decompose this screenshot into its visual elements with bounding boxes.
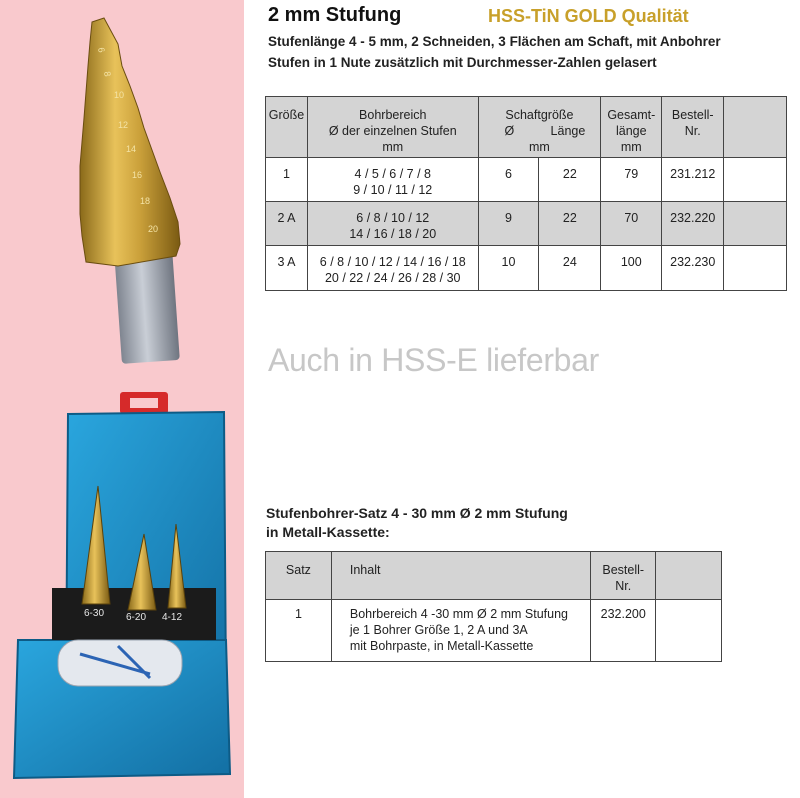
- description-line-1: Stufenlänge 4 - 5 mm, 2 Schneiden, 3 Flächen am Schaft, mit Anbohrer: [268, 34, 721, 49]
- cell-empty: [724, 202, 787, 246]
- set-title-line-1: Stufenbohrer-Satz 4 - 30 mm Ø 2 mm Stufung: [266, 505, 568, 521]
- case-label: 6-20: [126, 612, 147, 623]
- cell-length: 24: [539, 246, 601, 291]
- drill-marking: 20: [148, 224, 159, 234]
- drill-marking: 8: [102, 70, 113, 78]
- header-bohrbereich-line: Ø der einzelnen Stufen: [328, 124, 457, 138]
- cell-range-line: 6 / 8 / 10 / 12 / 14 / 16 / 18: [319, 255, 466, 269]
- cell-inhalt-line: Bohrbereich 4 -30 mm Ø 2 mm Stufung: [349, 607, 569, 621]
- cell-range: [307, 158, 478, 202]
- table-row: [266, 246, 787, 291]
- cell-range: [307, 202, 478, 246]
- cell-inhalt: [331, 600, 590, 662]
- step-drill-image: [0, 0, 244, 380]
- drill-marking: 10: [114, 90, 125, 100]
- cell-satz: 1: [266, 600, 332, 662]
- cell-groesse: 3 A: [266, 246, 308, 291]
- cell-empty: [724, 158, 787, 202]
- cell-range-line: 14 / 16 / 18 / 20: [349, 227, 437, 241]
- table-row: [266, 202, 787, 246]
- table-row: [266, 600, 722, 662]
- header-gesamt-line: länge: [616, 124, 647, 138]
- cell-range-line: 6 / 8 / 10 / 12: [356, 211, 430, 225]
- cell-gesamt: 70: [601, 202, 662, 246]
- drill-marking: 6: [96, 46, 107, 54]
- header-schaft-diameter: Ø: [504, 124, 515, 138]
- cell-diameter: 10: [478, 246, 539, 291]
- cell-diameter: 9: [478, 202, 539, 246]
- cell-groesse: 2 A: [266, 202, 308, 246]
- case-label: 4-12: [162, 612, 183, 623]
- cell-empty: [656, 600, 722, 662]
- header-bestell-line: Bestell-: [602, 563, 645, 577]
- cell-bestell: 232.220: [662, 202, 724, 246]
- header-schaft: [478, 97, 601, 158]
- header-bohrbereich-line: Bohrbereich: [359, 108, 427, 122]
- table-header-row: [266, 97, 787, 158]
- cell-bestell: 232.200: [591, 600, 656, 662]
- cell-inhalt-line: je 1 Bohrer Größe 1, 2 A und 3A: [349, 623, 528, 637]
- header-bohrbereich-line: mm: [382, 140, 404, 154]
- cell-length: 22: [539, 158, 601, 202]
- header-gesamt: [601, 97, 662, 158]
- cell-diameter: 6: [478, 158, 539, 202]
- cell-bestell: 232.230: [662, 246, 724, 291]
- cell-range-line: 20 / 22 / 24 / 26 / 28 / 30: [324, 271, 461, 285]
- also-available-note: Auch in HSS-E lieferbar: [268, 342, 600, 378]
- header-empty: [724, 97, 787, 158]
- quality-label: HSS-TiN GOLD Qualität: [488, 6, 689, 26]
- drill-marking: 16: [132, 170, 143, 180]
- cell-range: [307, 246, 478, 291]
- cell-range-line: 9 / 10 / 11 / 12: [353, 183, 433, 197]
- drill-marking: 12: [118, 120, 129, 130]
- header-gesamt-line: Gesamt-: [607, 108, 656, 122]
- header-bestell-line: Nr.: [615, 579, 632, 593]
- table-row: [266, 158, 787, 202]
- product-image-panel: [0, 0, 244, 798]
- cell-inhalt-line: mit Bohrpaste, in Metall-Kassette: [349, 639, 534, 653]
- cell-groesse: 1: [266, 158, 308, 202]
- set-table: [265, 551, 722, 662]
- cell-range-line: 4 / 5 / 6 / 7 / 8: [354, 167, 431, 181]
- header-groesse: Größe: [266, 97, 308, 158]
- description-line-2: Stufen in 1 Nute zusätzlich mit Durchmesser-Zahlen gelasert: [268, 55, 657, 70]
- cell-gesamt: 100: [601, 246, 662, 291]
- header-schaft-unit: mm: [529, 140, 550, 154]
- case-label: 6-30: [84, 608, 105, 619]
- cell-empty: [724, 246, 787, 291]
- header-gesamt-line: mm: [620, 140, 642, 154]
- header-schaft-length: Länge: [550, 124, 586, 138]
- header-bestell: [591, 552, 656, 600]
- header-bestell: [662, 97, 724, 158]
- page-title: 2 mm Stufung: [268, 4, 402, 26]
- set-table-header-row: [266, 552, 722, 600]
- header-bohrbereich: [307, 97, 478, 158]
- header-bestell-line: Nr.: [684, 124, 701, 138]
- cell-bestell: 231.212: [662, 158, 724, 202]
- header-empty: [656, 552, 722, 600]
- product-table: [265, 96, 787, 291]
- header-schaft-sub: [479, 123, 601, 139]
- cell-length: 22: [539, 202, 601, 246]
- header-inhalt: Inhalt: [331, 552, 590, 600]
- drill-marking: 18: [140, 196, 151, 206]
- header-satz: Satz: [266, 552, 332, 600]
- drill-set-case-image: [0, 378, 244, 798]
- set-title-line-2: in Metall-Kassette:: [266, 524, 390, 540]
- header-schaft-line: Schaftgröße: [505, 108, 574, 122]
- header-bestell-line: Bestell-: [671, 108, 714, 122]
- cell-gesamt: 79: [601, 158, 662, 202]
- drill-marking: 14: [126, 144, 137, 154]
